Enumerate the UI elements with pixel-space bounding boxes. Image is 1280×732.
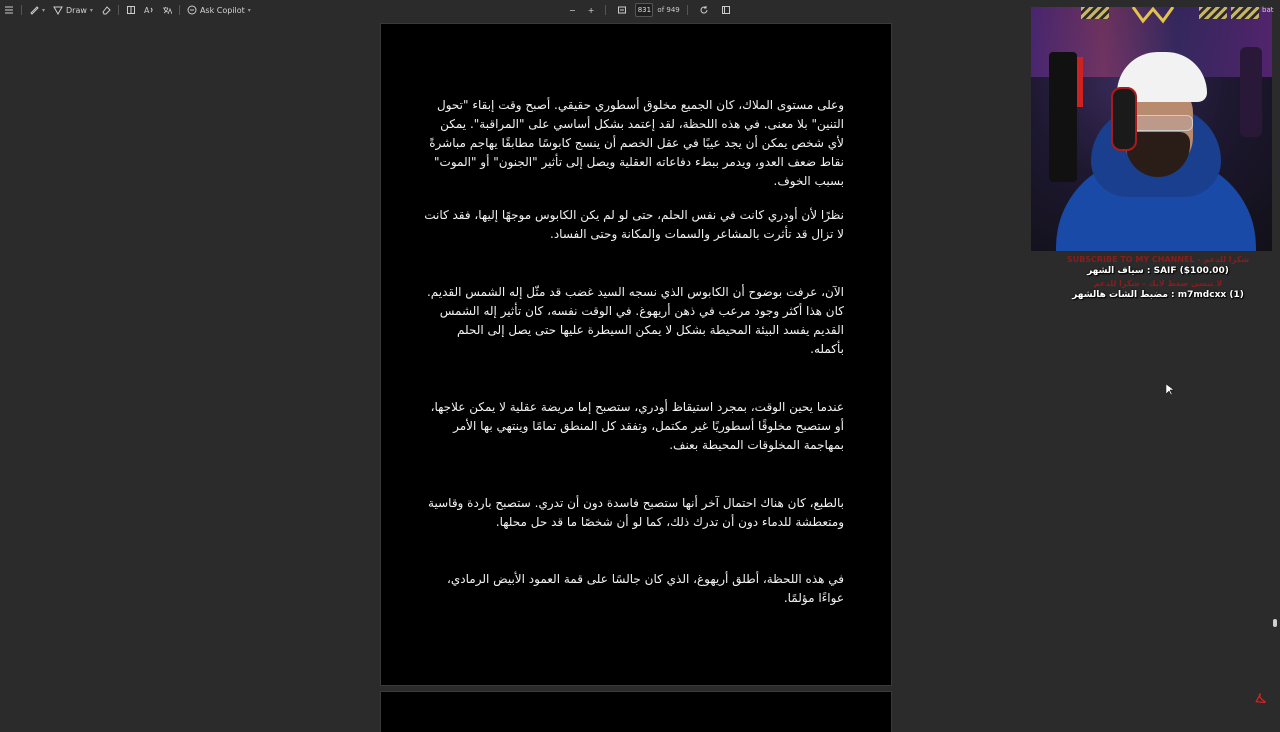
toolbar-divider xyxy=(118,5,119,15)
paragraph-4: عندما يحين الوقت، بمجرد استيقاظ أودري، ستصبح إما مريضة عقلية لا يمكن علاجها، أو ستصبح مخلوقًا أسطوريًا غير مكتمل، وتفقد كل المنطق تمامًا وينتهي بها الأمر بمهاجمة المخلوقات المحيطة بعنف. xyxy=(430,400,844,452)
contents-button[interactable] xyxy=(0,2,18,18)
zoom-in-button[interactable]: + xyxy=(587,5,595,15)
alert-top-chatter: مضبط الشات هالشهر : m7mdcxx (1) xyxy=(1072,290,1244,300)
highlight-button[interactable] xyxy=(25,2,49,18)
page-layout-button[interactable] xyxy=(717,2,735,18)
headphones xyxy=(1111,87,1137,151)
streamer-webcam xyxy=(1031,7,1272,251)
read-aloud-icon xyxy=(144,5,154,15)
fit-page-icon xyxy=(617,5,627,15)
pdf-icon xyxy=(1254,692,1266,704)
chevron-down-icon: ▾ xyxy=(42,6,46,14)
microphone xyxy=(1049,52,1077,182)
toolbar-divider xyxy=(605,5,606,15)
mouse-cursor-icon xyxy=(1166,384,1174,395)
toolbar-divider xyxy=(687,5,688,15)
mic-light xyxy=(1077,57,1083,107)
draw-label: Draw xyxy=(66,5,87,15)
alert-subscribe: SUBSCRIBE TO MY CHANNEL - شكرا للدعم xyxy=(1066,255,1250,264)
decor-pattern xyxy=(1231,7,1259,19)
page-navigation xyxy=(565,2,735,18)
page-total: of 949 xyxy=(657,6,680,14)
highlighter-icon xyxy=(29,5,39,15)
translate-button[interactable] xyxy=(158,2,176,18)
paragraph-3: الآن، عرفت بوضوح أن الكابوس الذي نسجه السيد غضب قد مثّل إله الشمس القديم. كان هذا أكثر وجود مرعب في ذهن أريهوغ. في الوقت نفسه، كان تأثير إله الشمس القديم يفسد البيئة المحيطة بشكل لا يمكن السيطرة عليها حتى يصل إلى الحلم بأكمله. xyxy=(426,285,844,356)
toolbar-divider xyxy=(179,5,180,15)
page-number-input[interactable] xyxy=(635,3,653,17)
page-view-button[interactable] xyxy=(122,2,140,18)
eraser-button[interactable] xyxy=(97,2,115,18)
decor-pattern xyxy=(1081,7,1109,19)
pdf-page xyxy=(381,24,891,685)
copilot-icon xyxy=(187,5,197,15)
eraser-icon xyxy=(101,5,111,15)
svg-text:A: A xyxy=(143,6,150,15)
fit-page-button[interactable] xyxy=(613,2,631,18)
paragraph-6: في هذه اللحظة، أطلق أريهوغ، الذي كان جالسًا على قمة العمود الأبيض الرمادي، عواءًا مؤلمًا. xyxy=(447,572,844,605)
translate-icon xyxy=(162,5,172,15)
toolbar-left-group xyxy=(0,2,255,18)
chevron-down-icon: ▾ xyxy=(247,6,251,14)
chevron-down-icon: ▾ xyxy=(89,6,93,14)
ask-copilot-label: Ask Copilot xyxy=(199,5,245,15)
crown-logo-icon xyxy=(1131,7,1175,25)
scrollbar-thumb[interactable] xyxy=(1273,619,1277,627)
draw-button[interactable] xyxy=(49,2,97,18)
draw-icon xyxy=(53,5,63,15)
zoom-out-button[interactable]: − xyxy=(569,5,576,15)
toolbar-divider xyxy=(21,5,22,15)
list-icon xyxy=(4,5,14,15)
book-icon xyxy=(721,5,731,15)
corner-label: bat xyxy=(1262,6,1274,14)
alert-like: لا تنسى ضغط لايك - شكرا للدعم xyxy=(1093,279,1223,288)
pdf-next-page xyxy=(381,692,891,732)
rotate-icon xyxy=(699,5,709,15)
read-aloud-button[interactable] xyxy=(140,2,158,18)
rotate-button[interactable] xyxy=(695,2,713,18)
ask-copilot-button[interactable] xyxy=(183,2,255,18)
paragraph-5: بالطبع، كان هناك احتمال آخر أنها ستصبح فاسدة دون أن تدري. ستصبح باردة وقاسية ومتعطشة للدماء دون أن تدرك ذلك، كما لو أن شخصًا ما قد حل محلها. xyxy=(428,496,844,529)
decor-pattern xyxy=(1199,7,1227,19)
stream-alerts xyxy=(1066,254,1250,302)
paragraph-2: نظرًا لأن أودري كانت في نفس الحلم، حتى لو لم يكن الكابوس موجهًا إليها، فقد كانت لا تزال قد تأثرت بالمشاعر والسمات والمكانة وحتى الفساد. xyxy=(424,208,844,241)
paragraph-1: وعلى مستوى الملاك، كان الجميع مخلوق أسطوري حقيقي. أصبح وقت إبقاء "تحول التنين" بلا معنى. في هذه اللحظة، لقد إعتمد بشكل أساسي على "المراقبة". يمكن لأي شخص يمكن أن يجد عيبًا في عقل الخصم أن ينسج كابوسًا مطابقًا يهاجم مباشرةً نقاط ضعف العدو، ويدمر ببطء دفاعاته العقلية ويصل إلى تأثير "الجنون" أو "الموت" بسبب الخوف. xyxy=(429,98,844,188)
alert-top-donor: سياف الشهر : SAIF ($100.00) xyxy=(1087,266,1229,276)
page-view-icon xyxy=(126,5,136,15)
lamp xyxy=(1240,47,1262,137)
